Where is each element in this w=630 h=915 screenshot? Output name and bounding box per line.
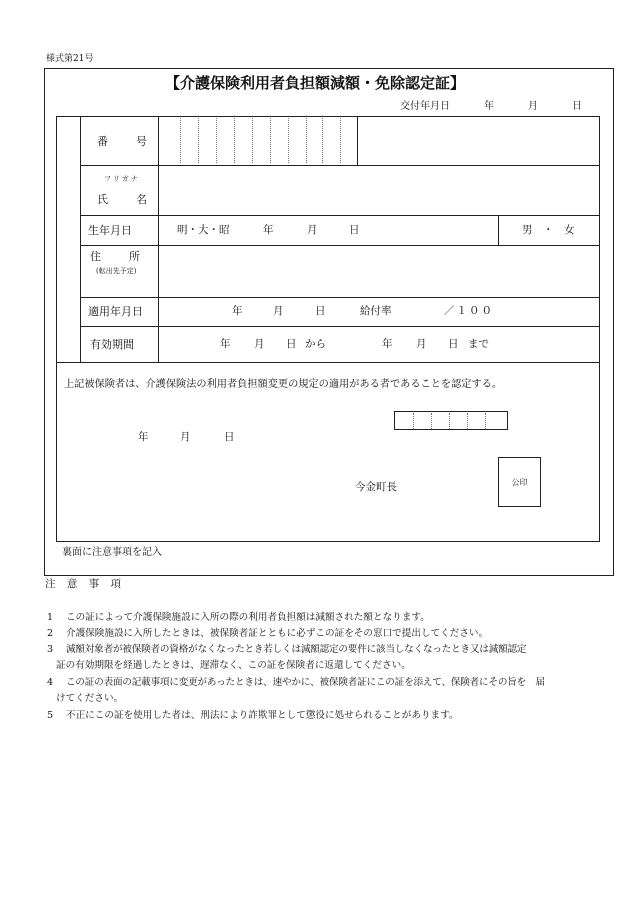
apply-month: 月 — [273, 305, 284, 317]
issue-year: 年 — [484, 101, 494, 112]
name-label: 氏 名 — [97, 193, 149, 206]
valid-from-month: 月 — [254, 338, 265, 350]
row-divider — [80, 215, 600, 216]
note-number: 3 — [47, 644, 54, 655]
number-box-end — [357, 116, 358, 165]
row-divider — [80, 245, 600, 246]
benefit-rate-value: ／１００ — [444, 305, 494, 317]
valid-until-day: 日 — [448, 338, 459, 350]
digit-divider — [216, 118, 217, 163]
note-number: 2 — [47, 628, 54, 639]
row-divider — [80, 326, 600, 327]
note-line: 不正にこの証を使用した者は、刑法により詐欺罪として懲役に処せられることがあります。 — [66, 710, 459, 721]
birth-day: 日 — [349, 224, 360, 236]
apply-day: 日 — [315, 305, 326, 317]
digit-divider — [449, 413, 450, 429]
form-number: 様式第21号 — [46, 54, 94, 64]
official-seal — [498, 457, 541, 507]
digit-divider — [340, 118, 341, 163]
issuer: 今金町長 — [355, 481, 397, 493]
digit-divider — [485, 413, 486, 429]
gender-divider — [498, 215, 499, 245]
note-number: 1 — [47, 612, 54, 623]
seal-label: 公印 — [511, 477, 528, 487]
address-label: 住 所 — [90, 250, 142, 263]
issue-month: 月 — [528, 101, 538, 112]
digit-divider — [322, 118, 323, 163]
cert-day: 日 — [224, 431, 235, 443]
digit-divider — [198, 118, 199, 163]
cert-month: 月 — [180, 431, 191, 443]
back-note: 裏面に注意事項を記入 — [62, 547, 162, 558]
row-divider — [80, 165, 600, 166]
valid-until-month: 月 — [416, 338, 427, 350]
digit-divider — [467, 413, 468, 429]
note-number: 4 — [47, 677, 54, 688]
apply-year: 年 — [232, 305, 243, 317]
issue-date-label: 交付年月日 — [400, 101, 450, 112]
until-text: まで — [468, 338, 489, 350]
issue-day: 日 — [572, 101, 582, 112]
certificate-title: 【介護保険利用者負担額減額・免除認定証】 — [164, 74, 465, 92]
birth-month: 月 — [307, 224, 318, 236]
apply-date-label: 適用年月日 — [88, 305, 143, 318]
digit-divider — [234, 118, 235, 163]
notes-title: 注 意 事 項 — [45, 578, 126, 590]
digit-divider — [413, 413, 414, 429]
row-divider — [80, 297, 600, 298]
birth-year: 年 — [263, 224, 274, 236]
certification-text: 上記被保険者は、介護保険法の利用者負担額変更の規定の適用がある者であることを認定する。 — [64, 379, 503, 390]
digit-divider — [270, 118, 271, 163]
cert-year: 年 — [138, 431, 149, 443]
validity-label: 有効期間 — [90, 338, 134, 351]
benefit-rate-label: 給付率 — [360, 305, 392, 317]
note-number: 5 — [47, 710, 54, 721]
note-line: 介護保険施設に入所したときは、被保険者証とともに必ずこの証をその窓口で提出してください。 — [66, 628, 489, 639]
row-divider — [56, 362, 600, 363]
digit-divider — [431, 413, 432, 429]
note-line: 減額対象者が被保険者の資格がなくなったとき若しくは減額認定の要件に該当しなくなったとき又は減額認定 — [66, 644, 527, 655]
note-line: この証によって介護保険施設に入所の際の利用者負担額は減額された額となります。 — [66, 612, 430, 623]
from-text: から — [305, 338, 326, 350]
issue-date — [400, 102, 582, 112]
digit-divider — [306, 118, 307, 163]
digit-divider — [288, 118, 289, 163]
era-text: 明・大・昭 — [177, 224, 230, 236]
valid-from-day: 日 — [286, 338, 297, 350]
valid-from-year: 年 — [220, 338, 231, 350]
valid-until-year: 年 — [382, 338, 393, 350]
note-line: この証の表面の記載事項に変更があったときは、速やかに、被保険者証にこの証を添えて、保険者にその旨を 届 — [66, 677, 545, 688]
note-line: 証の有効期限を経過したときは、遅滞なく、この証を保険者に返還してください。 — [56, 660, 411, 671]
furigana-label: フリガナ — [104, 175, 140, 183]
number-label: 番 号 — [97, 135, 149, 148]
gender-text: 男 ・ 女 — [522, 224, 575, 236]
stamp-number-box — [394, 411, 508, 430]
birthdate-label: 生年月日 — [88, 224, 132, 237]
note-line: けてください。 — [56, 693, 124, 704]
digit-divider — [180, 118, 181, 163]
digit-divider — [252, 118, 253, 163]
address-note: (転出先予定) — [96, 267, 137, 275]
